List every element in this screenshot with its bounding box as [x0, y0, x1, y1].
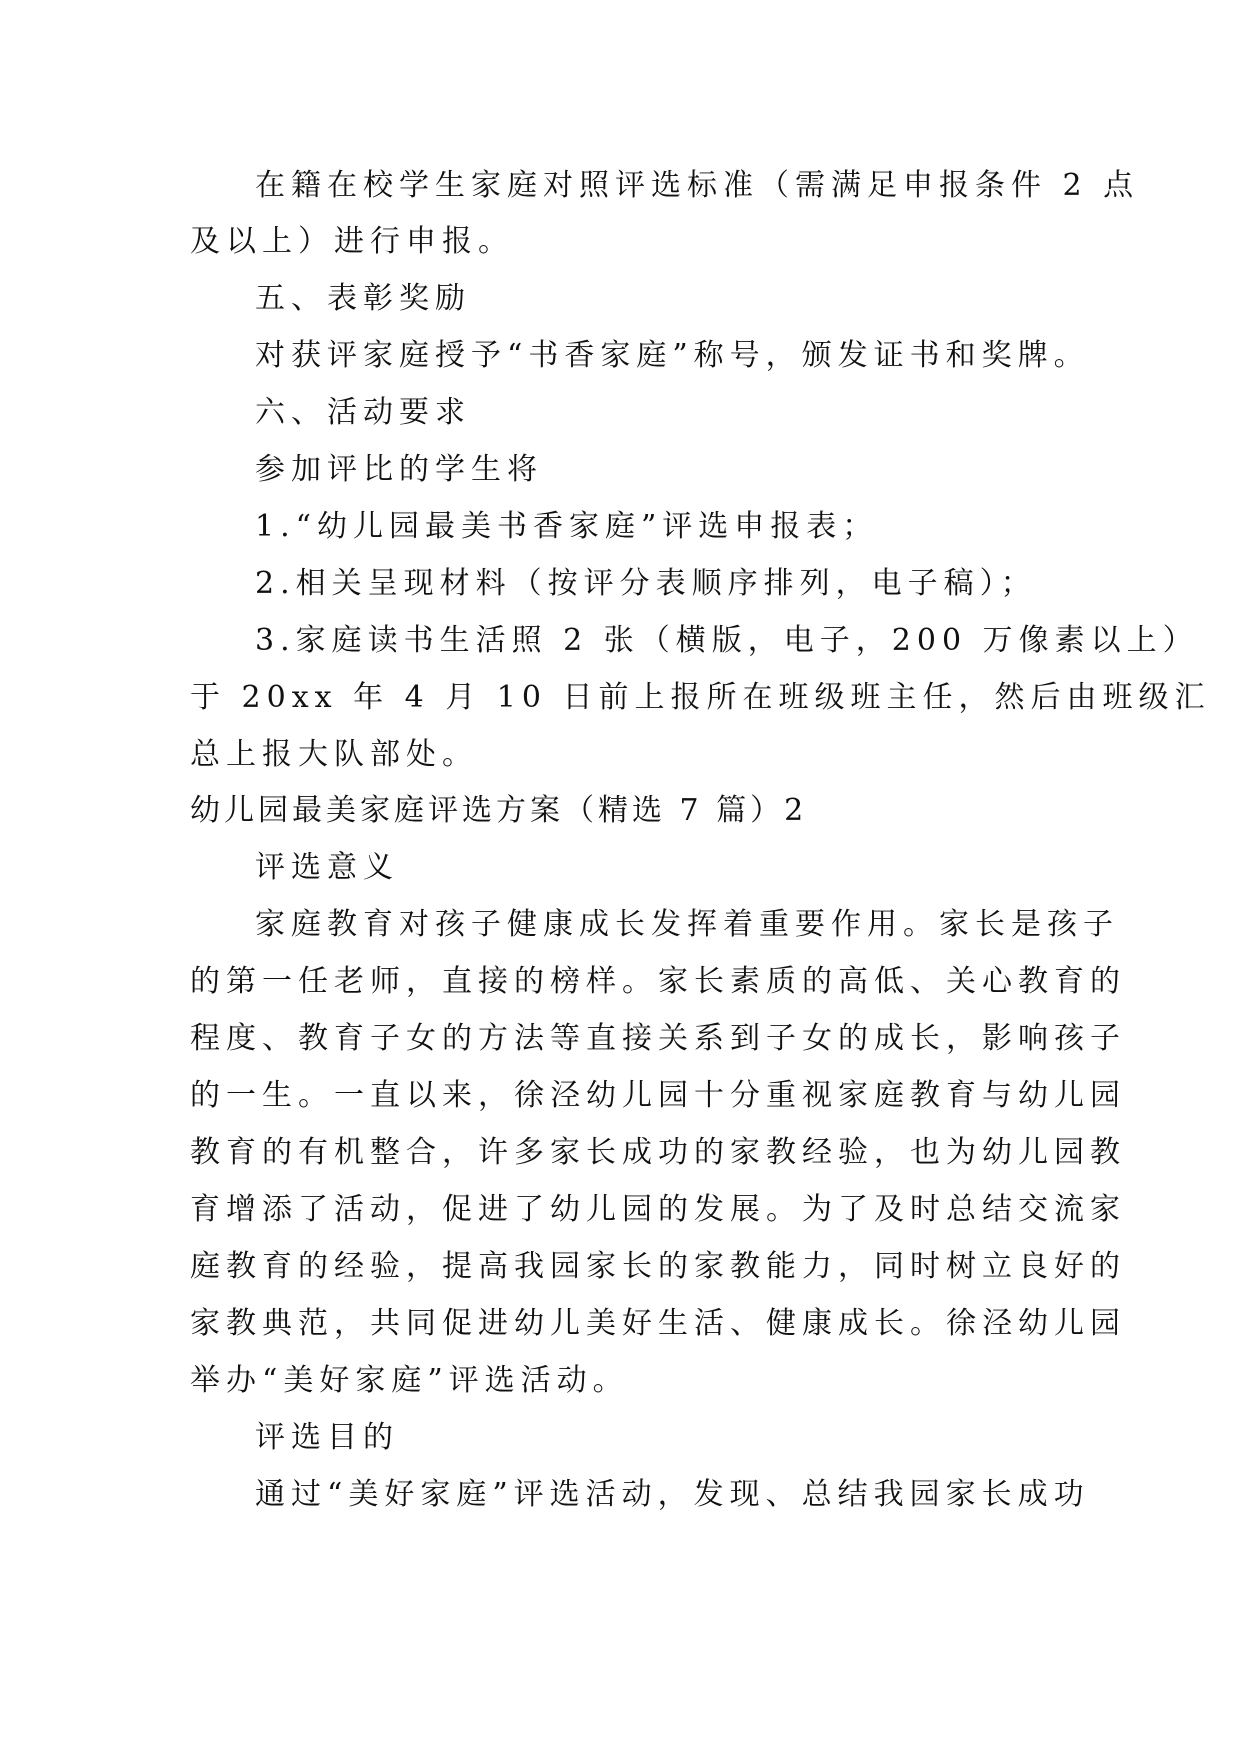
paragraph-line: 家庭教育对孩子健康成长发挥着重要作用。家长是孩子 [255, 907, 1119, 942]
paragraph-line: 程度、教育子女的方法等直接关系到子女的成长，影响孩子 [190, 1021, 1126, 1056]
paragraph-line: 在籍在校学生家庭对照评选标准（需满足申报条件 2 点 [255, 168, 1140, 203]
paragraph-line: 的一生。一直以来，徐泾幼儿园十分重视家庭教育与幼儿园 [190, 1078, 1126, 1113]
paragraph-line: 家教典范，共同促进幼儿美好生活、健康成长。徐泾幼儿园 [190, 1306, 1126, 1341]
paragraph-line: 总上报大队部处。 [190, 737, 478, 772]
paragraph-line: 通过“美好家庭”评选活动，发现、总结我园家长成功 [255, 1477, 1090, 1512]
paragraph-line: 庭教育的经验，提高我园家长的家教能力，同时树立良好的 [190, 1249, 1126, 1284]
list-item: 1.“幼儿园最美书香家庭”评选申报表； [255, 509, 879, 544]
list-item: 2.相关呈现材料（按评分表顺序排列，电子稿）； [255, 566, 1037, 601]
paragraph-line: 及以上）进行申报。 [190, 224, 514, 259]
paragraph-line: 对获评家庭授予“书香家庭”称号，颁发证书和奖牌。 [255, 338, 1090, 373]
paragraph-line: 于 20xx 年 4 月 10 日前上报所在班级班主任，然后由班级汇 [190, 680, 1211, 715]
paragraph-line: 举办“美好家庭”评选活动。 [190, 1363, 629, 1398]
section-heading: 六、活动要求 [255, 395, 471, 430]
document-title: 幼儿园最美家庭评选方案（精选 7 篇）2 [190, 793, 808, 828]
list-item: 3.家庭读书生活照 2 张（横版，电子，200 万像素以上） [255, 623, 1199, 658]
paragraph-line: 育增添了活动，促进了幼儿园的发展。为了及时总结交流家 [190, 1192, 1126, 1227]
section-heading: 五、表彰奖励 [255, 281, 471, 316]
section-heading: 评选目的 [255, 1420, 399, 1455]
paragraph-line: 的第一任老师，直接的榜样。家长素质的高低、关心教育的 [190, 964, 1126, 999]
paragraph-line: 参加评比的学生将 [255, 452, 543, 487]
section-heading: 评选意义 [255, 850, 399, 885]
paragraph-line: 教育的有机整合，许多家长成功的家教经验，也为幼儿园教 [190, 1135, 1126, 1170]
